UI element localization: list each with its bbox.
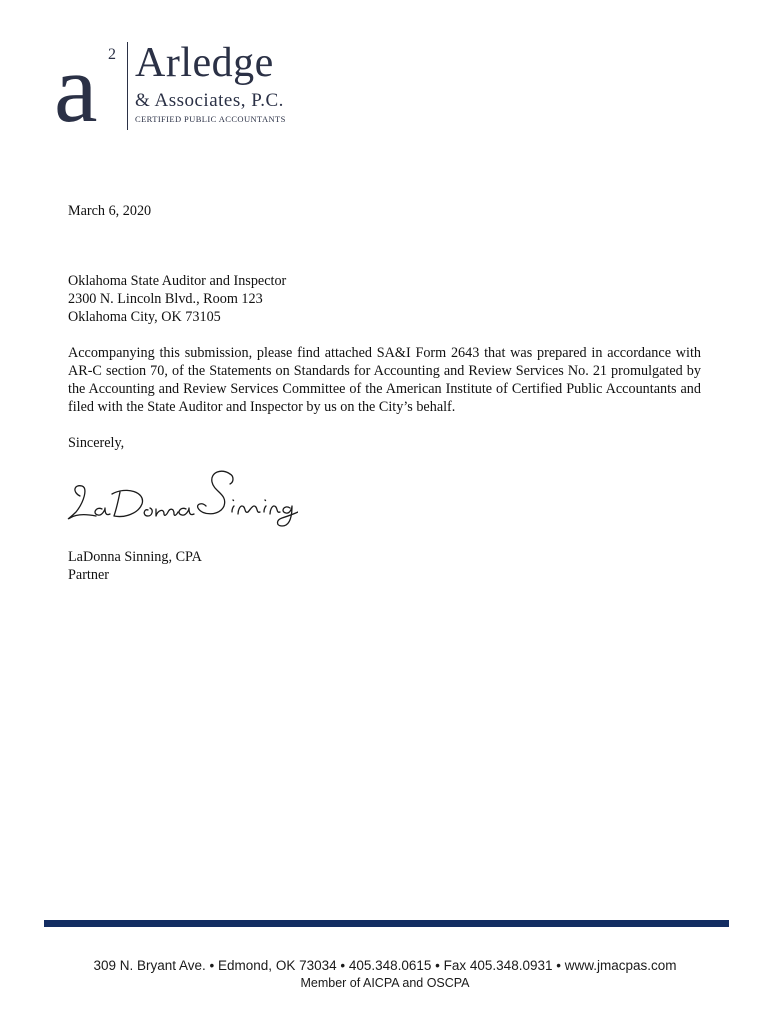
logo-divider [127,42,128,130]
letter-body: Accompanying this submission, please find attached SA&I Form 2643 that was prepared in accordance with AR-C section 70, of the Statements on Standards for Accounting and Review Services No. 21 promulgated by the Accounting and Review Services Committee of the American Institute of Certified Public Accountants and filed with the State Auditor and Inspector by us on the City’s behalf. [68,345,701,415]
footer-rule [44,920,729,927]
firm-logo [54,35,314,143]
signer-name: LaDonna Sinning, CPA [68,549,202,565]
recipient-line-2: 2300 N. Lincoln Blvd., Room 123 [68,291,263,307]
signer-block [68,548,202,584]
footer-membership: Member of AICPA and OSCPA [300,976,470,990]
recipient-line-1: Oklahoma State Auditor and Inspector [68,273,287,289]
logo-superscript: 2 [108,46,116,63]
recipient-address [68,272,286,326]
logo-letter: a [54,35,98,143]
signer-title: Partner [68,567,109,583]
firm-name: Arledge [135,40,274,86]
handwritten-signature [62,462,298,528]
recipient-line-3: Oklahoma City, OK 73105 [68,309,221,325]
firm-suffix: & Associates, P.C. [135,90,284,111]
footer-address: 309 N. Bryant Ave. • Edmond, OK 73034 • 405.348.0615 • Fax 405.348.0931 • www.jmacpas.com [93,958,677,973]
letter-closing: Sincerely, [68,435,125,451]
firm-tagline: CERTIFIED PUBLIC ACCOUNTANTS [135,114,286,124]
letter-date: March 6, 2020 [68,203,152,219]
